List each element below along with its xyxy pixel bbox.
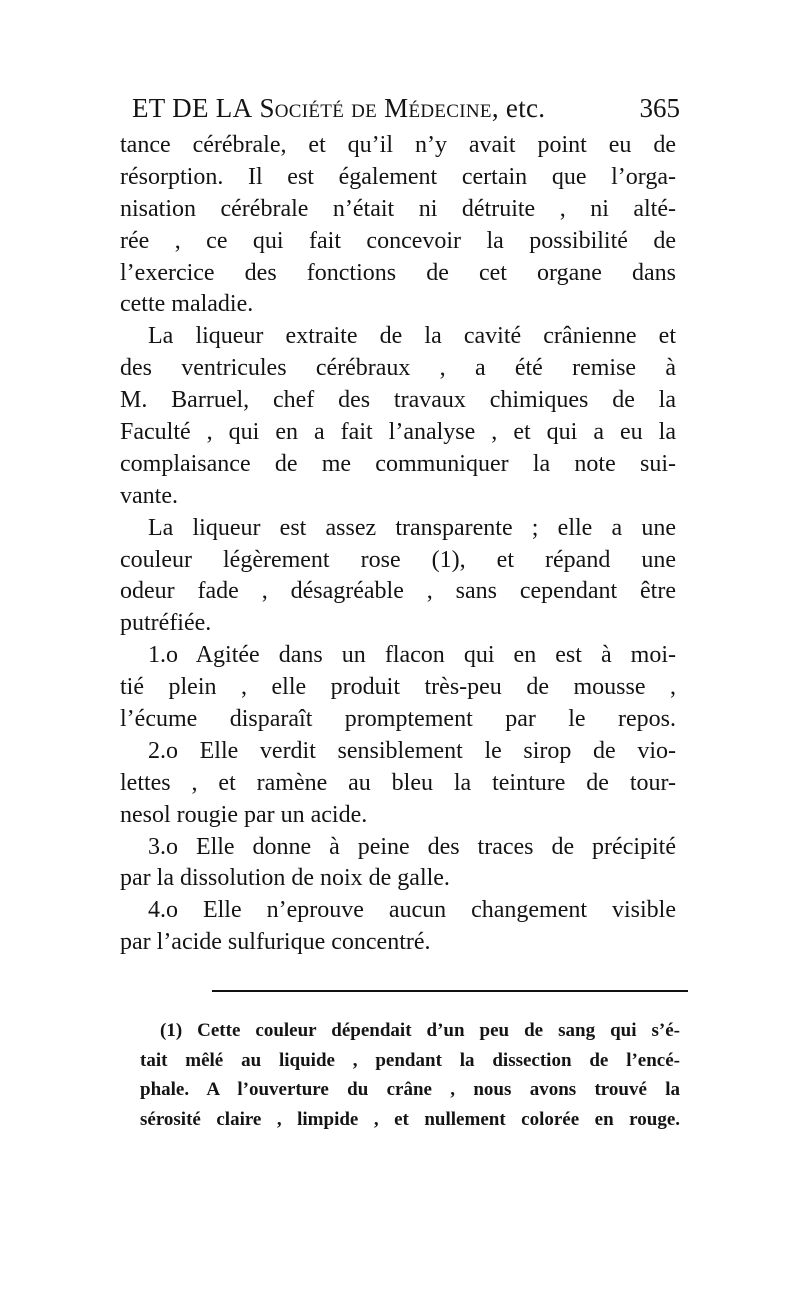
footnote-line: tait mêlé au liquide , pendant la dissection de l’encé- <box>140 1049 680 1071</box>
text-line: 3.o Elle donne à peine des traces de précipité <box>148 833 676 860</box>
text-line: l’exercice des fonctions de cet organe dans <box>120 259 676 286</box>
text-line: couleur légèrement rose (1), et répand une <box>120 546 676 573</box>
page-number: 365 <box>639 93 680 123</box>
text-line: rée , ce qui fait concevoir la possibilité de <box>120 227 676 254</box>
text-line: Faculté , qui en a fait l’analyse , et qui a eu la <box>120 419 676 446</box>
text-line: l’écume disparaît promptement par le repos. <box>120 706 676 733</box>
footnote-line: (1) Cette couleur dépendait d’un peu de sang qui s’é- <box>160 1020 680 1041</box>
text-line: tance cérébrale, et qu’il n’y avait point eu de <box>120 132 676 158</box>
text-line: 1.o Agitée dans un flacon qui en est à moi- <box>148 642 676 669</box>
text-line: odeur fade , désagréable , sans cependant être <box>120 578 676 605</box>
text-line: putréfiée. <box>120 610 212 637</box>
text-line: La liqueur est assez transparente ; elle a une <box>148 514 676 541</box>
text-line: lettes , et ramène au bleu la teinture de tour- <box>120 769 676 796</box>
text-line: cette maladie. <box>120 291 254 318</box>
text-line: 4.o Elle n’eprouve aucun changement visible <box>148 897 676 924</box>
text-line: vante. <box>120 482 178 509</box>
text-line: M. Barruel, chef des travaux chimiques de la <box>120 387 676 414</box>
footnote-line: sérosité claire , limpide , et nullement colorée en rouge. <box>140 1108 680 1130</box>
text-line: La liqueur extraite de la cavité crânienne et <box>148 323 676 350</box>
running-title-suffix: , etc. <box>491 93 546 123</box>
text-line: 2.o Elle verdit sensiblement le sirop de vio- <box>148 737 676 764</box>
text-line: par la dissolution de noix de galle. <box>120 865 450 892</box>
text-line: complaisance de me communiquer la note sui- <box>120 450 676 477</box>
text-line: tié plein , elle produit très-peu de mousse , <box>120 674 676 701</box>
body-text <box>120 130 676 959</box>
text-line: nesol rougie par un acide. <box>120 801 368 828</box>
running-title-prefix: ET DE LA <box>132 93 253 123</box>
footnote-line: phale. A l’ouverture du crâne , nous avons trouvé la <box>140 1079 680 1100</box>
text-line: par l’acide sulfurique concentré. <box>120 929 431 956</box>
running-title <box>132 90 545 126</box>
footnote <box>140 1016 680 1134</box>
footnote-divider <box>212 990 688 992</box>
text-line: nisation cérébrale n’était ni détruite , ni alté- <box>120 195 676 222</box>
text-line: résorption. Il est également certain que l’orga- <box>120 163 676 190</box>
running-title-main: Société de Médecine <box>259 93 492 123</box>
text-line: des ventricules cérébraux , a été remise à <box>120 355 676 382</box>
